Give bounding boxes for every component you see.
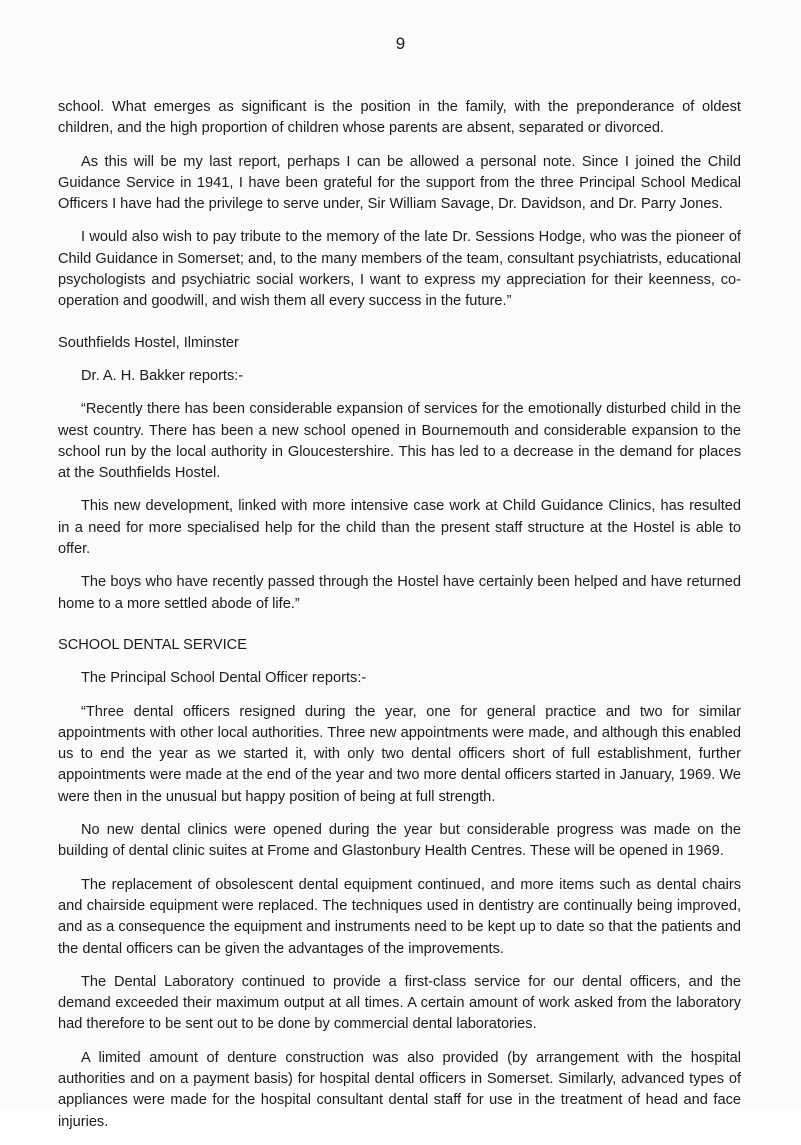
report-intro-bakker: Dr. A. H. Bakker reports:- bbox=[81, 367, 244, 384]
section-heading-southfields: Southfields Hostel, Ilminster bbox=[58, 334, 239, 351]
paragraph-boys-helped: The boys who have recently passed through the Hostel have certainly been helped and have returned home to a more settled abode of life.” bbox=[58, 574, 741, 612]
paragraph-dental-officers: “Three dental officers resigned during the year, one for general practice and two for similar appointments with other local authorities. Three new appointments were made, and although this enabled us to end the year as we started it, with only two dental officers short of full establishment, further appointments were made at the end of the year and two more dental officers started in January, 1969. We were then in the unusual but happy position of being at full strength. bbox=[58, 703, 741, 805]
paragraph-personal-note: As this will be my last report, perhaps I can be allowed a personal note. Since I joined the Child Guidance Service in 1941, I have been grateful for the support from the three Principal School Medical Officers I have had the privilege to serve under, Sir William Savage, Dr. Davidson, and Dr. Parry Jones. bbox=[58, 153, 741, 213]
paragraph-new-development: This new development, linked with more intensive case work at Child Guidance Clinics, has resulted in a need for more specialised help for the child than the present staff structure at the Hostel is able to offer. bbox=[58, 498, 741, 558]
document-body bbox=[58, 97, 741, 1145]
section-heading-dental: SCHOOL DENTAL SERVICE bbox=[58, 636, 247, 653]
report-intro-dental: The Principal School Dental Officer reports:- bbox=[81, 670, 367, 687]
paragraph-continuation: school. What emerges as significant is the position in the family, with the preponderance of oldest children, and the high proportion of children whose parents are absent, separated or divorced. bbox=[58, 99, 741, 137]
paragraph-expansion: “Recently there has been considerable expansion of services for the emotionally disturbed child in the west country. There has been a new school opened in Bournemouth and considerable expansion to the school run by the local authority in Gloucestershire. This has led to a decrease in the demand for places at the Southfields Hostel. bbox=[58, 401, 741, 482]
paragraph-tribute: I would also wish to pay tribute to the memory of the late Dr. Sessions Hodge, who was the pioneer of Child Guidance in Somerset; and, to the many members of the team, consultant psychiatrists, educational psychologists and psychiatric social workers, I want to express my appreciation for their keenness, co-operation and goodwill, and wish them all every success in the future.” bbox=[58, 229, 741, 310]
paragraph-denture: A limited amount of denture construction was also provided (by arrangement with the hospital authorities and on a payment basis) for hospital dental officers in Somerset. Similarly, advanced types of appliances were made for the hospital consultant dental staff for use in the treatment of head and face injuries. bbox=[58, 1049, 741, 1130]
paragraph-equipment: The replacement of obsolescent dental equipment continued, and more items such as dental chairs and chairside equipment were replaced. The techniques used in dentistry are continually being improved, and as a consequence the equipment and instruments need to be kept up to date so that the patients and the dental officers can be given the advantages of the improvements. bbox=[58, 876, 741, 957]
page-number: 9 bbox=[395, 34, 406, 53]
paragraph-dental-clinics: No new dental clinics were opened during the year but considerable progress was made on the building of dental clinic suites at Frome and Glastonbury Health Centres. These will be opened in 1969. bbox=[58, 822, 741, 860]
paragraph-laboratory: The Dental Laboratory continued to provide a first-class service for our dental officers, and the demand exceeded their maximum output at all times. A certain amount of work asked from the laboratory had therefore to be sent out to be done by commercial dental laboratories. bbox=[58, 973, 741, 1033]
